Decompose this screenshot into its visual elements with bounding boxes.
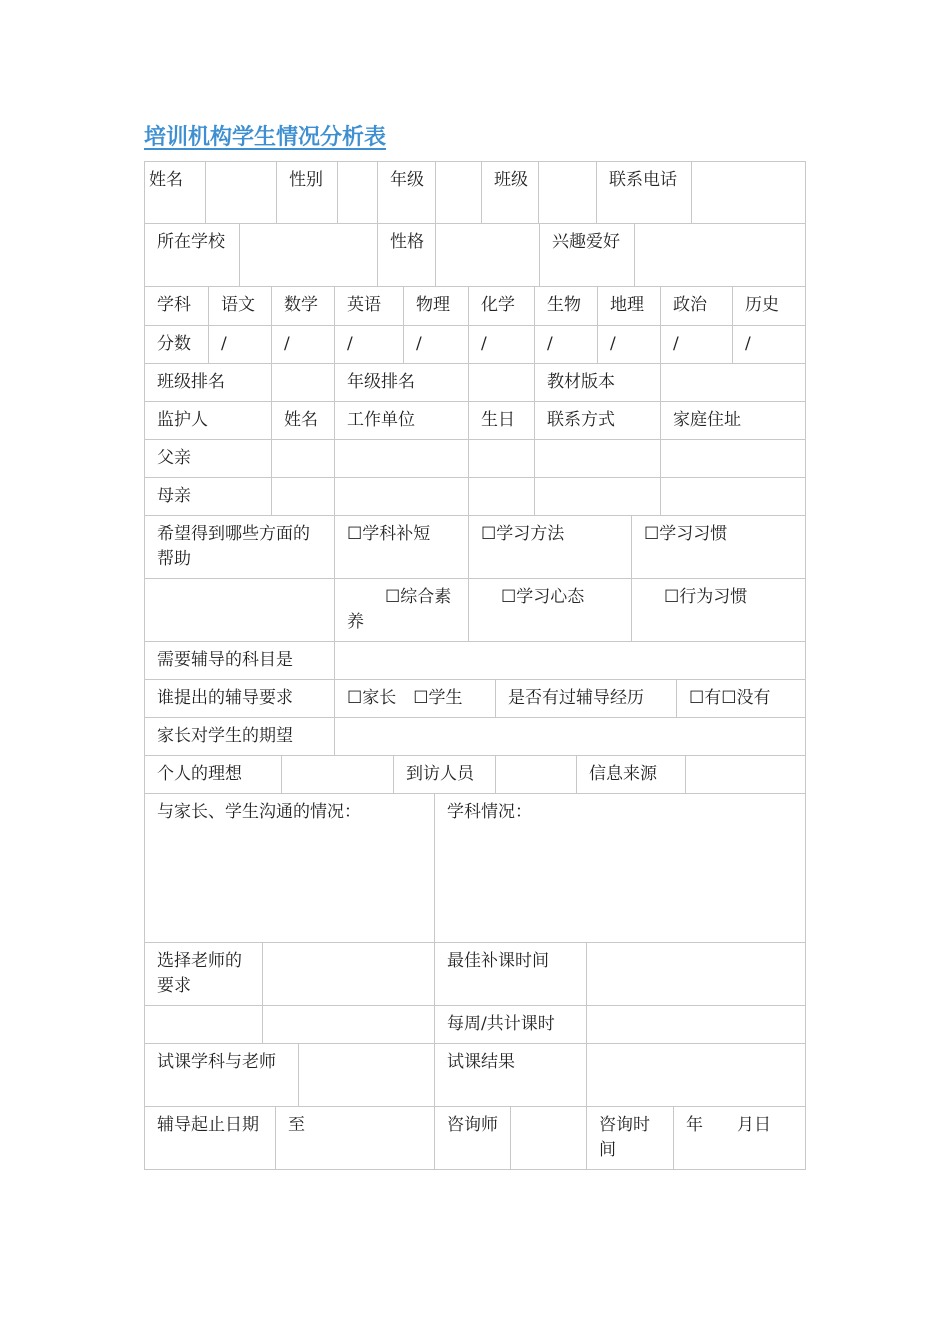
label-father: 父亲: [145, 440, 272, 478]
label-teacher-requirement: 选择老师的要求: [145, 943, 263, 1006]
label-ideal: 个人的理想: [145, 756, 282, 794]
field-father-contact[interactable]: [535, 440, 661, 478]
score-physics[interactable]: /: [404, 326, 469, 364]
label-class: 班级: [482, 161, 539, 224]
row-request: [144, 680, 806, 718]
field-communication[interactable]: 与家长、学生沟通的情况：: [145, 794, 435, 943]
field-father-birthday[interactable]: [469, 440, 535, 478]
field-grade[interactable]: [436, 161, 482, 224]
label-phone: 联系电话: [597, 161, 692, 224]
score-biology[interactable]: /: [535, 326, 598, 364]
field-class[interactable]: [539, 161, 597, 224]
field-name[interactable]: [206, 161, 277, 224]
field-father-work[interactable]: [335, 440, 469, 478]
label-work-unit: 工作单位: [335, 402, 469, 440]
label-textbook: 教材版本: [535, 364, 661, 402]
field-class-rank[interactable]: [272, 364, 335, 402]
label-info-source: 信息来源: [577, 756, 686, 794]
field-ideal[interactable]: [282, 756, 394, 794]
field-best-time[interactable]: [587, 943, 806, 1006]
field-phone[interactable]: [692, 161, 806, 224]
label-tutoring-history: 是否有过辅导经历: [496, 680, 677, 718]
label-weekly-hours: 每周/共计课时: [435, 1006, 587, 1044]
subject-biology: 生物: [535, 287, 598, 326]
field-mother-name[interactable]: [272, 478, 335, 516]
row-guardian-header: [144, 402, 806, 440]
row-teacher-requirement: [144, 943, 806, 1006]
student-analysis-form: [144, 161, 806, 1170]
checkbox-study-method[interactable]: ☐学习方法: [469, 516, 632, 579]
label-trial-subject: 试课学科与老师: [145, 1044, 299, 1107]
form-title: 培训机构学生情况分析表: [144, 124, 387, 150]
field-trial-subject[interactable]: [299, 1044, 435, 1107]
field-mother-birthday[interactable]: [469, 478, 535, 516]
blank-weekly-mid[interactable]: [263, 1006, 435, 1044]
label-period: 辅导起止日期: [145, 1107, 276, 1170]
row-basic-info: [144, 161, 806, 224]
field-visitor[interactable]: [496, 756, 577, 794]
subject-history: 历史: [733, 287, 806, 326]
checkbox-study-habit[interactable]: ☐学习习惯: [632, 516, 806, 579]
label-consult-time: 咨询时间: [587, 1107, 674, 1170]
row-subjects-needed: [144, 642, 806, 680]
label-advisor: 咨询师: [435, 1107, 511, 1170]
label-subjects-needed: 需要辅导的科目是: [145, 642, 335, 680]
row-help-1: [144, 516, 806, 579]
score-chinese[interactable]: /: [209, 326, 272, 364]
field-gender[interactable]: [338, 161, 378, 224]
score-geography[interactable]: /: [598, 326, 661, 364]
label-parent-expectation: 家长对学生的期望: [145, 718, 335, 756]
label-hobby: 兴趣爱好: [540, 224, 635, 287]
checkbox-requester[interactable]: ☐家长 ☐学生: [335, 680, 496, 718]
label-mother: 母亲: [145, 478, 272, 516]
score-chemistry[interactable]: /: [469, 326, 535, 364]
subject-english: 英语: [335, 287, 404, 326]
field-personality[interactable]: [436, 224, 540, 287]
label-guardian-name: 姓名: [272, 402, 335, 440]
label-address: 家庭住址: [661, 402, 806, 440]
field-father-address[interactable]: [661, 440, 806, 478]
field-mother-contact[interactable]: [535, 478, 661, 516]
label-personality: 性格: [378, 224, 436, 287]
field-trial-result[interactable]: [587, 1044, 806, 1107]
field-textbook[interactable]: [661, 364, 806, 402]
row-mother: [144, 478, 806, 516]
checkbox-overall-quality[interactable]: ☐综合素养: [335, 579, 469, 642]
subject-geography: 地理: [598, 287, 661, 326]
field-mother-work[interactable]: [335, 478, 469, 516]
field-period[interactable]: 至: [276, 1107, 435, 1170]
field-subjects-needed[interactable]: [335, 642, 806, 680]
row-ranking: [144, 364, 806, 402]
row-trial: [144, 1044, 806, 1107]
field-father-name[interactable]: [272, 440, 335, 478]
label-birthday: 生日: [469, 402, 535, 440]
label-best-time: 最佳补课时间: [435, 943, 587, 1006]
score-english[interactable]: /: [335, 326, 404, 364]
label-visitor: 到访人员: [394, 756, 496, 794]
field-subject-situation[interactable]: 学科情况：: [435, 794, 806, 943]
label-request: 谁提出的辅导要求: [145, 680, 335, 718]
row-help-2: [144, 579, 806, 642]
subject-politics: 政治: [661, 287, 733, 326]
score-math[interactable]: /: [272, 326, 335, 364]
subject-physics: 物理: [404, 287, 469, 326]
label-grade-rank: 年级排名: [335, 364, 469, 402]
row-ideal: [144, 756, 806, 794]
field-mother-address[interactable]: [661, 478, 806, 516]
field-weekly-hours[interactable]: [587, 1006, 806, 1044]
blank-weekly-left: [145, 1006, 263, 1044]
checkbox-subject-weakness[interactable]: ☐学科补短: [335, 516, 469, 579]
field-grade-rank[interactable]: [469, 364, 535, 402]
field-consult-date[interactable]: 年 月日: [674, 1107, 806, 1170]
field-info-source[interactable]: [686, 756, 806, 794]
subject-header: 学科: [145, 287, 209, 326]
score-politics[interactable]: /: [661, 326, 733, 364]
field-school[interactable]: [240, 224, 378, 287]
row-communication: [144, 794, 806, 943]
row-father: [144, 440, 806, 478]
label-help: 希望得到哪些方面的帮助: [145, 516, 335, 579]
label-contact: 联系方式: [535, 402, 661, 440]
field-teacher-requirement[interactable]: [263, 943, 435, 1006]
field-advisor[interactable]: [511, 1107, 587, 1170]
row-school: [144, 224, 806, 287]
row-period: [144, 1107, 806, 1170]
score-header: 分数: [145, 326, 209, 364]
label-school: 所在学校: [145, 224, 240, 287]
label-gender: 性别: [277, 161, 338, 224]
label-grade: 年级: [378, 161, 436, 224]
row-weekly-hours: [144, 1006, 806, 1044]
field-parent-expectation[interactable]: [335, 718, 806, 756]
checkbox-tutoring-history[interactable]: ☐有☐没有: [677, 680, 806, 718]
subject-chinese: 语文: [209, 287, 272, 326]
checkbox-study-mindset[interactable]: ☐学习心态: [469, 579, 632, 642]
label-class-rank: 班级排名: [145, 364, 272, 402]
row-scores: [144, 326, 806, 364]
row-parent-expectation: [144, 718, 806, 756]
subject-math: 数学: [272, 287, 335, 326]
field-hobby[interactable]: [635, 224, 806, 287]
label-trial-result: 试课结果: [435, 1044, 587, 1107]
label-name: 姓名: [145, 161, 206, 224]
row-subjects: [144, 287, 806, 326]
label-guardian: 监护人: [145, 402, 272, 440]
subject-chemistry: 化学: [469, 287, 535, 326]
checkbox-behavior-habit[interactable]: ☐行为习惯: [632, 579, 806, 642]
blank-help-label: [145, 579, 335, 642]
score-history[interactable]: /: [733, 326, 806, 364]
